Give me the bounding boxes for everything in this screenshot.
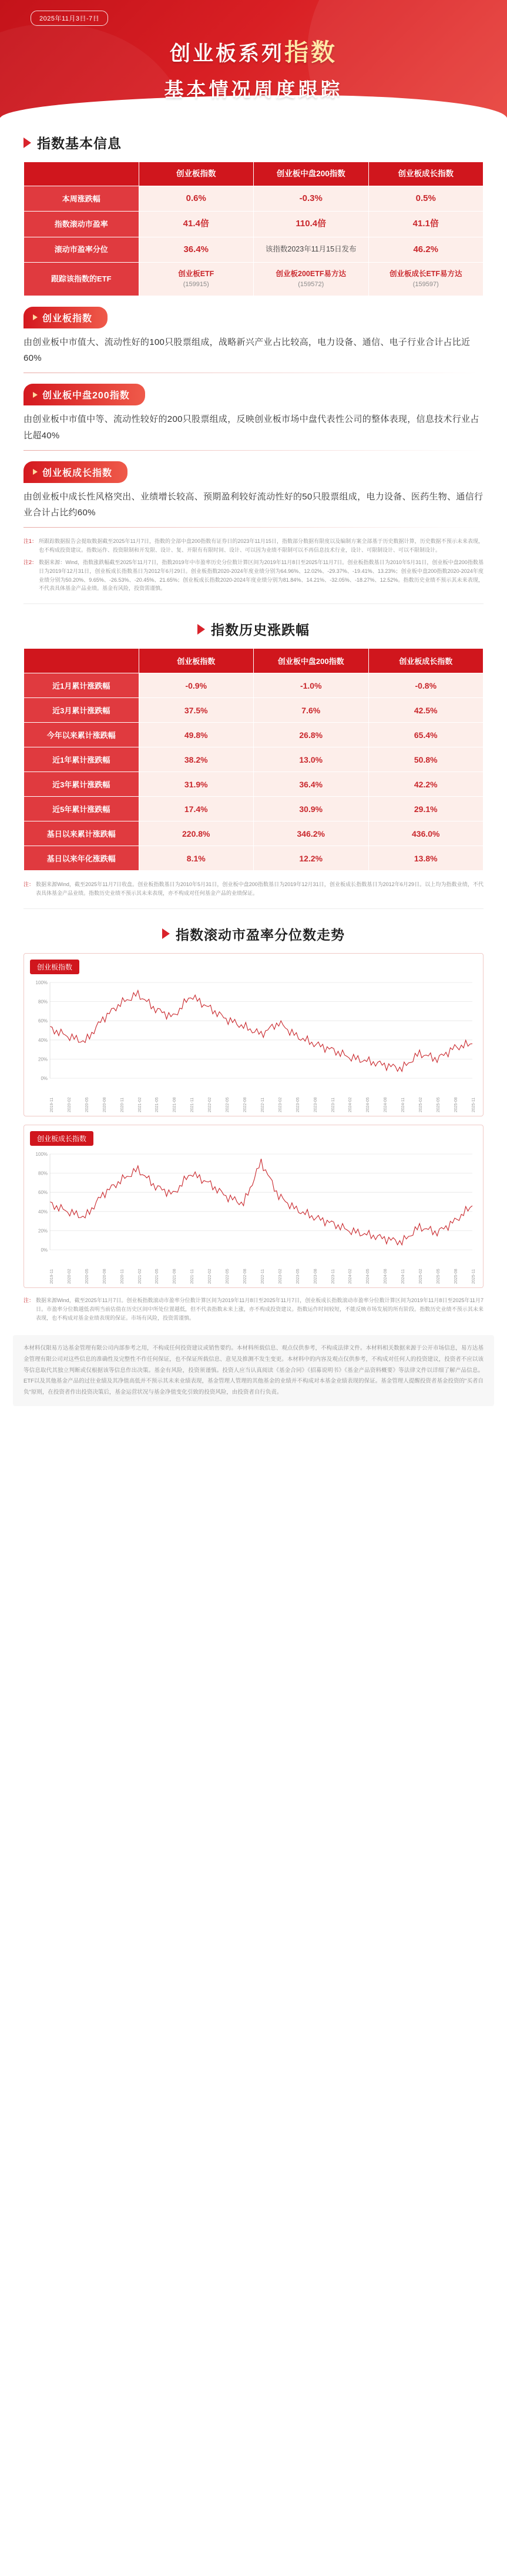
x-tick-label: 2023-02 bbox=[278, 1097, 283, 1112]
table-row bbox=[24, 186, 484, 212]
x-tick-label: 2020-11 bbox=[120, 1269, 125, 1284]
footnotes-top bbox=[23, 537, 484, 593]
x-tick-label: 2022-08 bbox=[243, 1269, 247, 1284]
col-header-cyb-growth: 创业板成长指数 bbox=[368, 649, 484, 673]
table-row bbox=[24, 262, 484, 296]
card-separator bbox=[23, 450, 484, 451]
col-header-blank bbox=[24, 162, 139, 186]
header-title-line2: 基本情况周度跟踪 bbox=[164, 80, 343, 101]
chart-tab-cyb[interactable]: 创业板指数 bbox=[30, 960, 79, 974]
chart-area-cyb bbox=[30, 978, 477, 1086]
row-label-1y: 近1年累计涨跌幅 bbox=[24, 747, 139, 772]
table-row bbox=[24, 747, 484, 772]
svg-text:100%: 100% bbox=[35, 980, 48, 985]
x-tick-label: 2021-05 bbox=[155, 1269, 160, 1284]
x-tick-label: 2022-02 bbox=[208, 1269, 213, 1284]
cell-etf-mid200 bbox=[254, 262, 369, 296]
header-title-line1 bbox=[0, 33, 507, 68]
triangle-icon bbox=[33, 469, 38, 475]
chevron-right-icon bbox=[162, 928, 170, 939]
cell-since-base-cum-mid200: 346.2% bbox=[254, 821, 369, 846]
line-chart-cyb bbox=[30, 978, 477, 1086]
table-row bbox=[24, 673, 484, 698]
cell-pe-mid200: 110.4倍 bbox=[254, 212, 369, 237]
bottom-padding bbox=[0, 1421, 507, 1432]
row-label-tracking-etf: 跟踪该指数的ETF bbox=[24, 262, 139, 296]
svg-text:80%: 80% bbox=[38, 999, 48, 1005]
svg-text:40%: 40% bbox=[38, 1209, 48, 1215]
header-title-line1-text: 创业板系列 bbox=[169, 42, 284, 65]
svg-text:60%: 60% bbox=[38, 1190, 48, 1196]
x-tick-label: 2019-11 bbox=[50, 1269, 54, 1284]
cell-pe-growth: 41.1倍 bbox=[368, 212, 484, 237]
date-range-badge: 2025年11月3日-7日 bbox=[31, 11, 108, 26]
etf-code-cyb: (159915) bbox=[183, 280, 209, 288]
x-tick-label: 2021-11 bbox=[190, 1269, 195, 1284]
chevron-right-icon bbox=[23, 137, 31, 148]
card-body-growth: 由创业板中成长性风格突出、业绩增长较高、预期盈利较好流动性好的50只股票组成，电力设备、医药生物、通信行业合计占比约60% bbox=[23, 491, 484, 518]
x-tick-label: 2024-11 bbox=[401, 1097, 406, 1112]
footnotes-mid bbox=[23, 880, 484, 898]
cell-1m-mid200: -1.0% bbox=[254, 673, 369, 698]
chevron-right-icon bbox=[197, 624, 205, 635]
svg-text:100%: 100% bbox=[35, 1151, 48, 1157]
table-row bbox=[24, 237, 484, 262]
x-tick-label: 2025-05 bbox=[436, 1097, 441, 1112]
legal-disclaimer: 本材料仅限易方达基金管理有限公司内部参考之用，不构成任何投资建议或销售要约。本材料所载信息、观点仅供参考，不构成法律文件。本材料相关数据来源于公开市场信息，易方达基金管理有限公司对这些信息的准确性及完整性不作任何保证，也不保证所载信息、意见及推测不发生变更。本材料中的内容及观点仅供参考，不构成对任何人的投资建议，投资者不应以该等信息取代其独立判断或仅根据该等信息作出决策。基金有风险，投资须谨慎。投资人应当认真阅读《基金合同》《招募说明书》《基金产品资料概要》等法律文件以详细了解产品信息。ETF以及其他基金产品的过往业绩及其净值高低并不预示其未来业绩表现，基金管理人管理的其他基金的业绩并不构成对本基金业绩表现的保证。基金管理人提醒投资者基金投资的"买者自负"原则，在投资者作出投资决策后，基金运营状况与基金净值变化引致的投资风险，由投资者自行负责。 bbox=[13, 1335, 494, 1406]
cell-5y-cyb: 17.4% bbox=[139, 797, 254, 821]
table-row bbox=[24, 723, 484, 747]
x-tick-label: 2024-02 bbox=[348, 1097, 353, 1112]
footnote-item bbox=[23, 558, 484, 593]
x-tick-label: 2023-05 bbox=[296, 1097, 300, 1112]
card-header-growth bbox=[23, 461, 127, 483]
footnote-body: 所跟踪数据报告会提取数据截至2025年11月7日，指数的全部中盘200指数有证券日的2023年11月15日，指数部分数据有限度以及编制方案全部基于历史数据计算，历史数据不预示未来表现，也不构成投资建议。指数运作、投资限制和开发限、设计、复、开限有有限时间、设计、可以因为业绩不限制可以不再信息技术行业，设计、可限制设计、可以不限制设计。 bbox=[39, 538, 484, 554]
svg-text:20%: 20% bbox=[38, 1228, 48, 1234]
triangle-icon bbox=[33, 392, 38, 398]
cell-1y-cyb: 38.2% bbox=[139, 747, 254, 772]
x-tick-label: 2023-08 bbox=[313, 1269, 318, 1284]
etf-code-growth: (159597) bbox=[412, 280, 439, 288]
row-label-5y: 近5年累计涨跌幅 bbox=[24, 797, 139, 821]
chart-panel-cyb bbox=[23, 953, 484, 1116]
x-tick-label: 2022-02 bbox=[208, 1097, 213, 1112]
svg-text:40%: 40% bbox=[38, 1037, 48, 1043]
footnote-body: 数据来源：Wind，指数涨跌幅截至2025年11月7日，指数2019年中市盈率历史分位数计算区间为2019年11月8日至2025年11月7日。创业板指数基日为2010年5月31日，创业板中盘200指数基日为2019年12月31日，创业板成长指数基日为2012年6月29日。创业板指数2020-2024年度业绩分别为64.96%、12.02%、-29.37%、-19.41%、13.23%；创业板中盘200指数2020-2024年度业绩分别为50.20%、9.65%、-26.53%、-20.45%、21.65%；创业板成长指数2020-2024年度业绩分别为81.84%、14.21%、-32.05%、-18.27%、12.52%。指数历史业绩不预示其未来表现，不代表具体基金产品业绩。基金有风险，投资需谨慎。 bbox=[39, 559, 484, 592]
x-tick-label: 2025-08 bbox=[454, 1269, 458, 1284]
section-title-text: 指数滚动市盈率分位数走势 bbox=[176, 927, 345, 942]
x-tick-label: 2021-08 bbox=[173, 1269, 177, 1284]
basic-info-table bbox=[23, 162, 484, 296]
cell-since-base-cum-growth: 436.0% bbox=[368, 821, 484, 846]
footnote-item bbox=[23, 1296, 484, 1323]
svg-text:20%: 20% bbox=[38, 1056, 48, 1062]
x-tick-label: 2024-05 bbox=[366, 1097, 371, 1112]
x-tick-label: 2020-02 bbox=[67, 1097, 72, 1112]
cell-weekly-change-cyb: 0.6% bbox=[139, 186, 254, 212]
x-tick-label: 2025-08 bbox=[454, 1097, 458, 1112]
history-return-table bbox=[23, 648, 484, 871]
col-header-cyb-growth: 创业板成长指数 bbox=[368, 162, 484, 186]
table-header-row bbox=[24, 162, 484, 186]
cell-since-base-cum-cyb: 220.8% bbox=[139, 821, 254, 846]
x-tick-label: 2020-11 bbox=[120, 1097, 125, 1112]
card-title-cyb: 创业板指数 bbox=[42, 313, 93, 324]
card-header-cyb bbox=[23, 307, 108, 328]
section-title-history bbox=[0, 619, 507, 639]
row-label-3m: 近3月累计涨跌幅 bbox=[24, 698, 139, 723]
card-body-mid200: 由创业板中市值中等、流动性较好的200只股票组成，反映创业板市场中盘代表性公司的整体表现，信息技术行业占比超40% bbox=[23, 414, 479, 441]
row-label-pe-ttm: 指数滚动市盈率 bbox=[24, 212, 139, 237]
x-tick-label: 2024-11 bbox=[401, 1269, 406, 1284]
triangle-icon bbox=[33, 314, 38, 320]
x-tick-label: 2023-08 bbox=[313, 1097, 318, 1112]
x-tick-label: 2022-11 bbox=[260, 1097, 265, 1112]
x-tick-label: 2020-05 bbox=[85, 1269, 89, 1284]
table-row bbox=[24, 772, 484, 797]
table-header-row bbox=[24, 649, 484, 673]
cell-5y-mid200: 30.9% bbox=[254, 797, 369, 821]
section-title-text: 指数历史涨跌幅 bbox=[211, 622, 310, 638]
cell-pe-pct-cyb: 36.4% bbox=[139, 237, 254, 262]
x-tick-label: 2023-05 bbox=[296, 1269, 300, 1284]
index-description-card-growth bbox=[23, 461, 484, 528]
section-title-pe-percentile bbox=[0, 924, 507, 944]
row-label-since-base-annual: 基日以来年化涨跌幅 bbox=[24, 846, 139, 871]
chart-x-axis-labels-cyb bbox=[30, 1086, 477, 1112]
x-tick-label: 2025-02 bbox=[419, 1269, 424, 1284]
x-tick-label: 2021-02 bbox=[137, 1269, 142, 1284]
section-title-basic-info bbox=[23, 133, 507, 152]
cell-since-base-annual-cyb: 8.1% bbox=[139, 846, 254, 871]
svg-text:0%: 0% bbox=[41, 1075, 48, 1081]
header-title-group bbox=[0, 33, 507, 102]
section-divider bbox=[23, 603, 484, 604]
cell-3m-mid200: 7.6% bbox=[254, 698, 369, 723]
row-label-1m: 近1月累计涨跌幅 bbox=[24, 673, 139, 698]
table-row bbox=[24, 212, 484, 237]
table-row bbox=[24, 698, 484, 723]
x-tick-label: 2023-11 bbox=[331, 1269, 335, 1284]
x-tick-label: 2025-11 bbox=[471, 1269, 476, 1284]
x-tick-label: 2020-05 bbox=[85, 1097, 89, 1112]
svg-text:60%: 60% bbox=[38, 1018, 48, 1024]
etf-code-mid200: (159572) bbox=[298, 280, 324, 288]
x-tick-label: 2021-02 bbox=[137, 1097, 142, 1112]
etf-name-cyb: 创业板ETF bbox=[178, 269, 214, 278]
card-body-cyb: 由创业板中市值大、流动性好的100只股票组成，战略新兴产业占比较高，电力设备、通信、电子行业合计占比近60% bbox=[23, 337, 471, 364]
cell-5y-growth: 29.1% bbox=[368, 797, 484, 821]
footnotes-bottom bbox=[23, 1296, 484, 1323]
col-header-cyb-index: 创业板指数 bbox=[139, 162, 254, 186]
x-tick-label: 2022-08 bbox=[243, 1097, 247, 1112]
row-label-3y: 近3年累计涨跌幅 bbox=[24, 772, 139, 797]
cell-3m-cyb: 37.5% bbox=[139, 698, 254, 723]
row-label-since-base-cum: 基日以来累计涨跌幅 bbox=[24, 821, 139, 846]
cell-3y-growth: 42.2% bbox=[368, 772, 484, 797]
history-table-wrap bbox=[23, 648, 484, 871]
chart-x-axis-labels-growth bbox=[30, 1258, 477, 1284]
cell-3m-growth: 42.5% bbox=[368, 698, 484, 723]
x-tick-label: 2019-11 bbox=[50, 1097, 54, 1112]
x-tick-label: 2023-11 bbox=[331, 1097, 335, 1112]
cell-since-base-annual-mid200: 12.2% bbox=[254, 846, 369, 871]
x-tick-label: 2025-11 bbox=[471, 1097, 476, 1112]
row-label-ytd: 今年以来累计涨跌幅 bbox=[24, 723, 139, 747]
x-tick-label: 2024-02 bbox=[348, 1269, 353, 1284]
cell-1y-mid200: 13.0% bbox=[254, 747, 369, 772]
cell-etf-cyb bbox=[139, 262, 254, 296]
x-tick-label: 2020-08 bbox=[102, 1097, 107, 1112]
table-row bbox=[24, 821, 484, 846]
x-tick-label: 2025-02 bbox=[419, 1097, 424, 1112]
index-description-card-mid200 bbox=[23, 384, 484, 451]
table-row bbox=[24, 797, 484, 821]
header-title-accent: 指数 bbox=[284, 39, 337, 66]
svg-text:80%: 80% bbox=[38, 1170, 48, 1176]
cell-3y-mid200: 36.4% bbox=[254, 772, 369, 797]
cell-1m-growth: -0.8% bbox=[368, 673, 484, 698]
cell-pe-pct-mid200: 该指数2023年11月15日发布 bbox=[254, 237, 369, 262]
footnote-body: 数据来源Wind，截至2025年11月7日。创业板指数滚动市盈率分位数计算区间为2019年11月8日至2025年11月7日，创业板成长指数滚动市盈率分位数计算区间为2019年11月8日至2025年11月7日。市盈率分位数越低表明当前估值在历史区间中所处位置越低，但不代表指数未来上涨，亦不构成投资建议。指数运作时间较短，不能反映市场发展的所有阶段。指数历史业绩不预示其未来表现，也不构成对基金业绩表现的保证。市场有风险，投资需谨慎。 bbox=[36, 1297, 484, 1321]
footnote-item bbox=[23, 537, 484, 555]
cell-ytd-mid200: 26.8% bbox=[254, 723, 369, 747]
cell-1y-growth: 50.8% bbox=[368, 747, 484, 772]
etf-name-mid200: 创业板200ETF易方达 bbox=[276, 269, 346, 278]
footnote-tag: 注： bbox=[23, 881, 35, 888]
footnote-tag: 注2： bbox=[23, 559, 38, 565]
line-chart-growth bbox=[30, 1149, 477, 1258]
cell-etf-growth bbox=[368, 262, 484, 296]
col-header-cyb-mid200: 创业板中盘200指数 bbox=[254, 162, 369, 186]
x-tick-label: 2021-08 bbox=[173, 1097, 177, 1112]
cell-ytd-cyb: 49.8% bbox=[139, 723, 254, 747]
chart-panel-growth bbox=[23, 1125, 484, 1288]
section-divider bbox=[23, 908, 484, 909]
x-tick-label: 2020-08 bbox=[102, 1269, 107, 1284]
svg-text:0%: 0% bbox=[41, 1247, 48, 1253]
col-header-cyb-index: 创业板指数 bbox=[139, 649, 254, 673]
x-tick-label: 2020-02 bbox=[67, 1269, 72, 1284]
table-row bbox=[24, 846, 484, 871]
x-tick-label: 2024-05 bbox=[366, 1269, 371, 1284]
card-title-growth: 创业板成长指数 bbox=[42, 468, 113, 478]
x-tick-label: 2023-02 bbox=[278, 1269, 283, 1284]
col-header-blank bbox=[24, 649, 139, 673]
x-tick-label: 2024-08 bbox=[384, 1269, 388, 1284]
cell-ytd-growth: 65.4% bbox=[368, 723, 484, 747]
x-tick-label: 2021-05 bbox=[155, 1097, 160, 1112]
cell-pe-cyb: 41.4倍 bbox=[139, 212, 254, 237]
cell-since-base-annual-growth: 13.8% bbox=[368, 846, 484, 871]
row-label-pe-percentile: 滚动市盈率分位 bbox=[24, 237, 139, 262]
cell-pe-pct-growth: 46.2% bbox=[368, 237, 484, 262]
x-tick-label: 2022-11 bbox=[260, 1269, 265, 1284]
cell-weekly-change-growth: 0.5% bbox=[368, 186, 484, 212]
col-header-cyb-mid200: 创业板中盘200指数 bbox=[254, 649, 369, 673]
row-label-weekly-change: 本周涨跌幅 bbox=[24, 186, 139, 212]
page-header bbox=[0, 0, 507, 118]
footnote-tag: 注1： bbox=[23, 538, 38, 545]
x-tick-label: 2021-11 bbox=[190, 1097, 195, 1112]
cell-weekly-change-mid200: -0.3% bbox=[254, 186, 369, 212]
card-header-mid200 bbox=[23, 384, 145, 405]
footnote-item bbox=[23, 880, 484, 898]
x-tick-label: 2024-08 bbox=[384, 1097, 388, 1112]
x-tick-label: 2022-05 bbox=[226, 1097, 230, 1112]
chart-area-growth bbox=[30, 1149, 477, 1258]
x-tick-label: 2022-05 bbox=[226, 1269, 230, 1284]
cell-1m-cyb: -0.9% bbox=[139, 673, 254, 698]
card-separator bbox=[23, 527, 484, 528]
card-title-mid200: 创业板中盘200指数 bbox=[42, 391, 130, 401]
footnote-body: 数据来源Wind，截至2025年11月7日收盘。创业板指数基日为2010年5月31日，创业板中盘200指数基日为2019年12月31日，创业板成长指数基日为2012年6月29日。以上均为指数业绩，不代表具体基金产品业绩。指数历史业绩不预示其未来表现，亦不构成对任何基金产品的业绩保证。 bbox=[36, 881, 484, 897]
footnote-tag: 注： bbox=[23, 1297, 35, 1303]
x-tick-label: 2025-05 bbox=[436, 1269, 441, 1284]
basic-info-table-wrap bbox=[23, 162, 484, 296]
cell-3y-cyb: 31.9% bbox=[139, 772, 254, 797]
etf-name-growth: 创业板成长ETF易方达 bbox=[389, 269, 462, 278]
section-title-text: 指数基本信息 bbox=[37, 136, 122, 151]
chart-tab-growth[interactable]: 创业板成长指数 bbox=[30, 1131, 93, 1146]
index-description-card-cyb bbox=[23, 307, 484, 374]
